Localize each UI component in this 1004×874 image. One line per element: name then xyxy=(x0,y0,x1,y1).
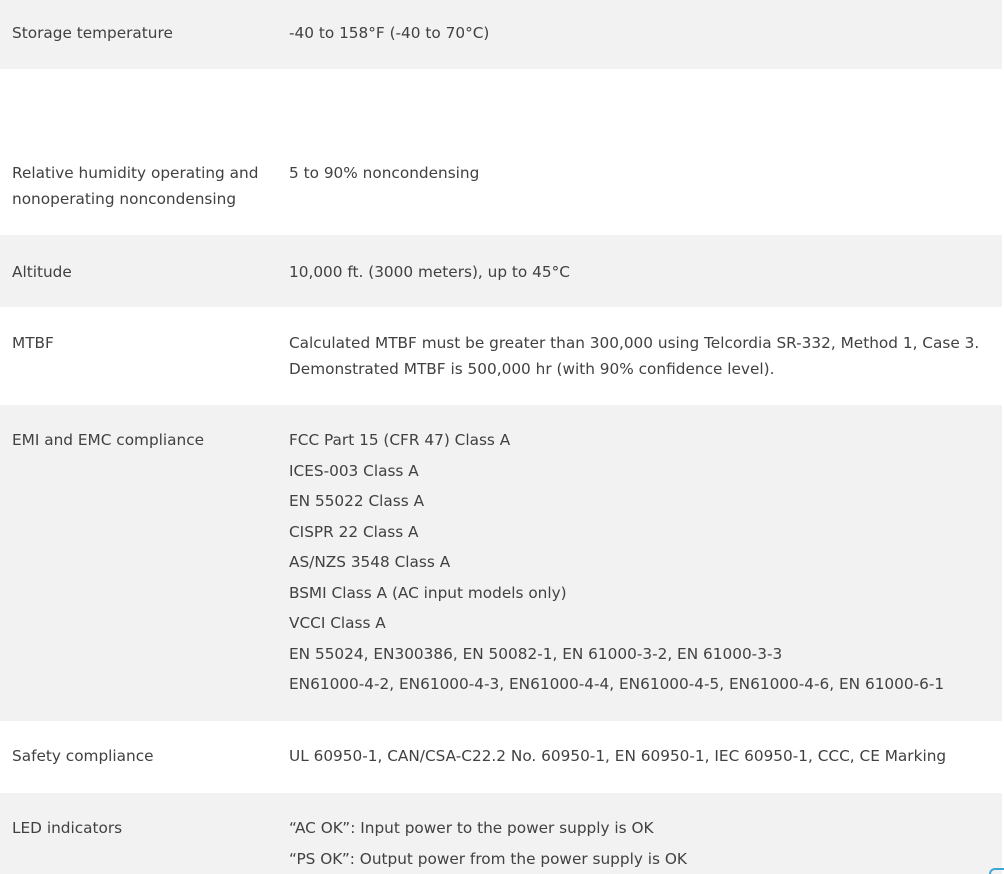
spec-value-line: 10,000 ft. (3000 meters), up to 45°C xyxy=(289,263,570,281)
spec-value-line: “PS OK”: Output power from the power supply is OK xyxy=(289,849,687,868)
spec-label: LED indicators xyxy=(0,793,289,874)
spec-value-line: EN61000-4-2, EN61000-4-3, EN61000-4-4, EN61000-4-5, EN61000-4-6, EN 61000-6-1 xyxy=(289,675,945,693)
spec-value xyxy=(289,721,1002,793)
spec-value xyxy=(289,235,1002,307)
spec-value-line: EN 55024, EN300386, EN 50082-1, EN 61000-3-2, EN 61000-3-3 xyxy=(289,644,783,663)
spec-value xyxy=(289,69,1002,235)
spec-row-storage-temperature xyxy=(0,0,1002,69)
spec-row-led-indicators xyxy=(0,793,1002,874)
spec-value-line: Calculated MTBF must be greater than 300,000 using Telcordia SR-332, Method 1, Case 3. Demonstrated MTBF is 500,000 hr (with 90% confidence level). xyxy=(289,334,980,378)
spec-value-line: -40 to 158°F (-40 to 70°C) xyxy=(289,24,490,42)
spec-value xyxy=(289,307,1002,405)
corner-accent-mark xyxy=(989,868,1004,874)
spec-value-line: “AC OK”: Input power to the power supply is OK xyxy=(289,819,654,837)
spec-value-line: 5 to 90% noncondensing xyxy=(289,164,480,182)
spec-row-relative-humidity xyxy=(0,69,1002,235)
spec-value-line: UL 60950-1, CAN/CSA-C22.2 No. 60950-1, EN 60950-1, IEC 60950-1, CCC, CE Marking xyxy=(289,747,947,765)
spec-value-line: EN 55022 Class A xyxy=(289,492,425,510)
spec-value-line: BSMI Class A (AC input models only) xyxy=(289,583,567,602)
spec-value-line: ICES-003 Class A xyxy=(289,461,419,480)
spec-label: Altitude xyxy=(0,235,289,307)
spec-row-safety-compliance xyxy=(0,721,1002,793)
spec-label: Storage temperature xyxy=(0,0,289,69)
spec-value xyxy=(289,405,1002,721)
spec-row-emi-emc-compliance xyxy=(0,405,1002,721)
spec-value xyxy=(289,0,1002,69)
spec-label: Relative humidity operating and nonoperating noncondensing xyxy=(0,69,289,235)
spec-row-mtbf xyxy=(0,307,1002,405)
spec-value-line: VCCI Class A xyxy=(289,614,386,632)
spec-label: EMI and EMC compliance xyxy=(0,405,289,721)
spec-row-altitude xyxy=(0,235,1002,307)
spec-value xyxy=(289,793,1002,874)
spec-value-line: AS/NZS 3548 Class A xyxy=(289,553,451,571)
spec-value-line: CISPR 22 Class A xyxy=(289,522,419,541)
spec-label: Safety compliance xyxy=(0,721,289,793)
spec-value-line: FCC Part 15 (CFR 47) Class A xyxy=(289,431,511,449)
spec-label: MTBF xyxy=(0,307,289,405)
